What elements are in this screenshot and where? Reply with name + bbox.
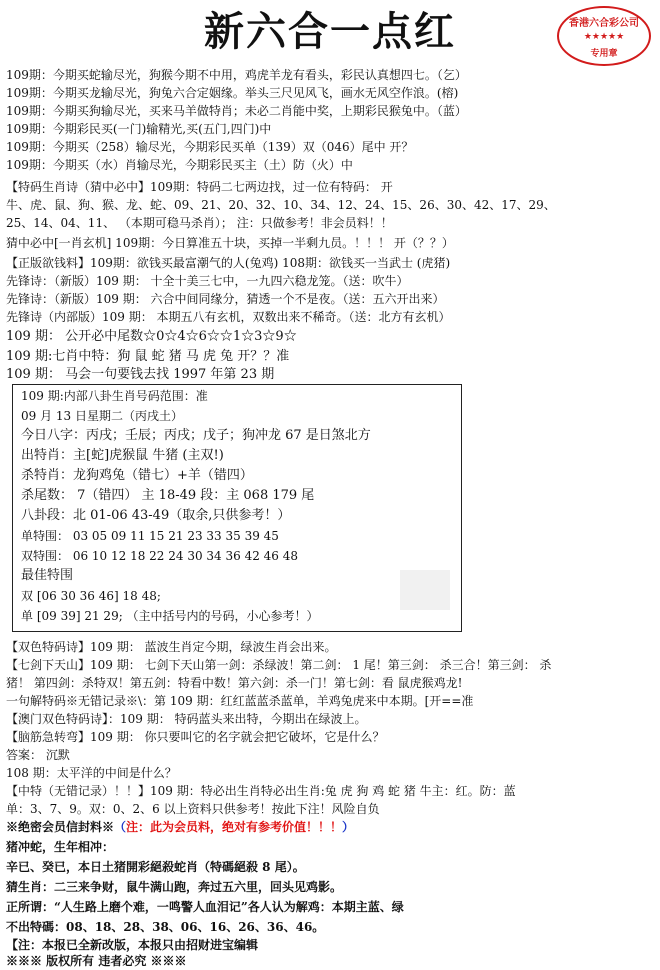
box-title: 109 期:内部八卦生肖号码范围：准 — [21, 389, 208, 403]
box-best-even: 双 [06 30 36 46] 18 48; — [21, 589, 161, 603]
box-kill-tail: 杀尾数： 7（错四） 主 18-49 段：主 068 179 尾 — [21, 488, 315, 503]
page-title: 新六合一点红 — [204, 8, 456, 55]
notice-prefix: ※绝密会员信封料※ — [6, 820, 115, 834]
line-seven-swords-1: 【七剑下天山】109 期： 七剑下天山第一剑：杀绿波！第二剑： 1 尾！第三剑： 杀三合！第三剑： 杀 — [6, 658, 552, 672]
line-guess-zodiac: 猜生肖：二三来争财，鼠牛满山跑，奔过五六里，回头见鸡影。 — [6, 880, 343, 894]
line-notice — [6, 818, 354, 836]
box-bazi: 今日八字：丙戌；壬辰；丙戌；戊子；狗冲龙 67 是日煞北方 — [21, 428, 371, 443]
line-zodiac-numbers-2: 25、14、04、11、 （本期可稳马杀肖）； 注：只做参考！非会员料！！ — [6, 216, 393, 230]
seal-stars: ★★★★★ — [583, 32, 625, 42]
line-no-special: 不出特碼：08、18、28、38、06、16、26、36、46。 — [6, 920, 325, 934]
line-mystery: 猜中必中[一肖玄机] 109期：今日算准五十块，买掉一半剩九员。！！！ 开（？？） — [6, 236, 454, 250]
line-pacific: 108 期：太平洋的中间是什么？ — [6, 766, 177, 780]
line-buy-snake: 109期：今期买蛇输尽光，狗猴今期不中用，鸡虎羊龙有看头，彩民认真想四七。（乞） — [6, 68, 467, 82]
line-258: 109期：今期买（258）输尽光，今期彩民买单（139）双（046）尾中 开？ — [6, 140, 414, 154]
box-date: 09 月 13 日星期二（丙戌土） — [21, 409, 183, 423]
notice-close: ） — [342, 820, 355, 834]
line-buy-dog: 109期：今期买狗输尽光，买来马羊做特肖；未必二肖能中奖，上期彩民猴兔中。（蓝） — [6, 104, 467, 118]
box-kill-zodiac: 杀特肖：龙狗鸡兔（错七）+羊（错四） — [21, 468, 253, 483]
company-seal — [557, 6, 651, 66]
line-door: 109期：今期彩民买(一门)输精光,买(五门,四门)中 — [6, 122, 272, 136]
line-desire: 【正版欲钱料】109期：欲钱买最富潮气的人(兔鸡) 108期：欲钱买一当武士 (虎猪) — [6, 256, 451, 270]
line-saying: 正所谓：“人生路上磨个难，一鸣警人血泪记”各人认为解鸡：本期主蓝、绿 — [6, 900, 404, 914]
box-odd-range: 单特围： 03 05 09 11 15 21 23 33 35 39 45 — [21, 529, 279, 543]
line-editor-note: 【注：本报已全新改版，本报只由招财进宝编辑 — [6, 938, 259, 952]
box-best-odd: 单 [09 39] 21 29; （主中括号内的号码，小心参考！） — [21, 609, 319, 623]
line-riddle: 【脑筋急转弯】109 期： 你只要叫它的名字就会把它破坏，它是什么？ — [6, 730, 385, 744]
line-pioneer-3: 先锋诗（内部版）109 期： 本期五八有玄机，双数出来不稀奇。（送：北方有玄机） — [6, 310, 451, 324]
line-riddle-answer: 答案： 沉默 — [6, 748, 70, 762]
line-two-color: 【双色特码诗】109 期： 蓝波生肖定今期，绿波生肖会出来。 — [6, 640, 337, 654]
line-zodiac-poem: 【特码生肖诗（猜中必中】109期：特码二七两边找，过一位有特码： 开 — [6, 180, 393, 194]
line-pig-snake: 猪冲蛇，生年相冲： — [6, 840, 115, 854]
grey-block — [400, 570, 450, 610]
line-water: 109期：今期买（水）肖输尽光，今期彩民买主（土）防（火）中 — [6, 158, 353, 172]
notice-open: （ — [114, 820, 127, 834]
line-special-1: 【中特（无错记录）！！】109 期：特必出生肖特必出生肖:兔 虎 狗 鸡 蛇 猪 牛主：红。防：蓝 — [6, 784, 516, 798]
line-seven-swords-2: 猪！ 第四剑：杀特双！第五剑：特看中数！第六剑：杀一门！第七剑：看 鼠虎猴鸡龙! — [6, 676, 463, 690]
notice-text: 注：此为会员料，绝对有参考价值！！！ — [126, 820, 343, 834]
line-one-sentence: 一句解特码※无错记录※\：第 109 期：红红蓝蓝杀蓝单，羊鸡兔虎来中本期。[开==准 — [6, 694, 474, 708]
seal-label: 专用章 — [590, 49, 618, 59]
line-tail-digits: 109 期： 公开必中尾数☆0☆4☆6☆☆1☆3☆9☆ — [6, 329, 297, 344]
box-out-zodiac: 出特肖：主[蛇]虎猴鼠 牛猪 (主双!) — [21, 448, 224, 463]
line-horse-club: 109 期： 马会一句要钱去找 1997 年第 23 期 — [6, 367, 275, 382]
line-macau: 【澳门双色特码诗】：109 期： 特码蓝头来出特，今期出在绿波上。 — [6, 712, 367, 726]
box-bagua-range: 八卦段：北 01-06 43-49（取余,只供参考！） — [21, 508, 291, 523]
line-pioneer-1: 先锋诗：（新版）109 期： 十全十美三七中，一九四六稳龙笼。（送：吹牛） — [6, 274, 409, 288]
line-special-2: 单：3、7、9。双：0、2、6 以上资料只供参考！按此下注！风险自负 — [6, 802, 380, 816]
seal-ring-text: 香港六合彩公司 — [569, 18, 639, 29]
line-pioneer-2: 先锋诗：（新版）109 期： 六合中间同缘分，猜透一个不是夜。（送：五六开出来） — [6, 292, 445, 306]
box-even-range: 双特围： 06 10 12 18 22 24 30 34 36 42 46 48 — [21, 549, 299, 563]
line-buy-dragon: 109期：今期买龙输尽光，狗兔六合定姻缘。举头三尺见风飞，画水无风空作浪。(榕) — [6, 86, 459, 100]
line-zodiac-numbers-1: 牛、虎、鼠、狗、猴、龙、蛇、09、21、20、32、10、34、12、24、15、26、30、42、17、29、 — [6, 198, 556, 212]
bagua-box — [12, 384, 462, 632]
line-seven-zodiac: 109 期:七肖中特：狗 鼠 蛇 猪 马 虎 兔 开？？准 — [6, 349, 290, 364]
line-copyright: ※※※ 版权所有 违者必究 ※※※ — [6, 954, 187, 968]
line-kill-snake: 辛已、癸已，本日土猪開彩絕殺蛇肖（特碼絕殺 8 尾）。 — [6, 860, 305, 874]
box-best-label: 最佳特围 — [21, 568, 74, 583]
